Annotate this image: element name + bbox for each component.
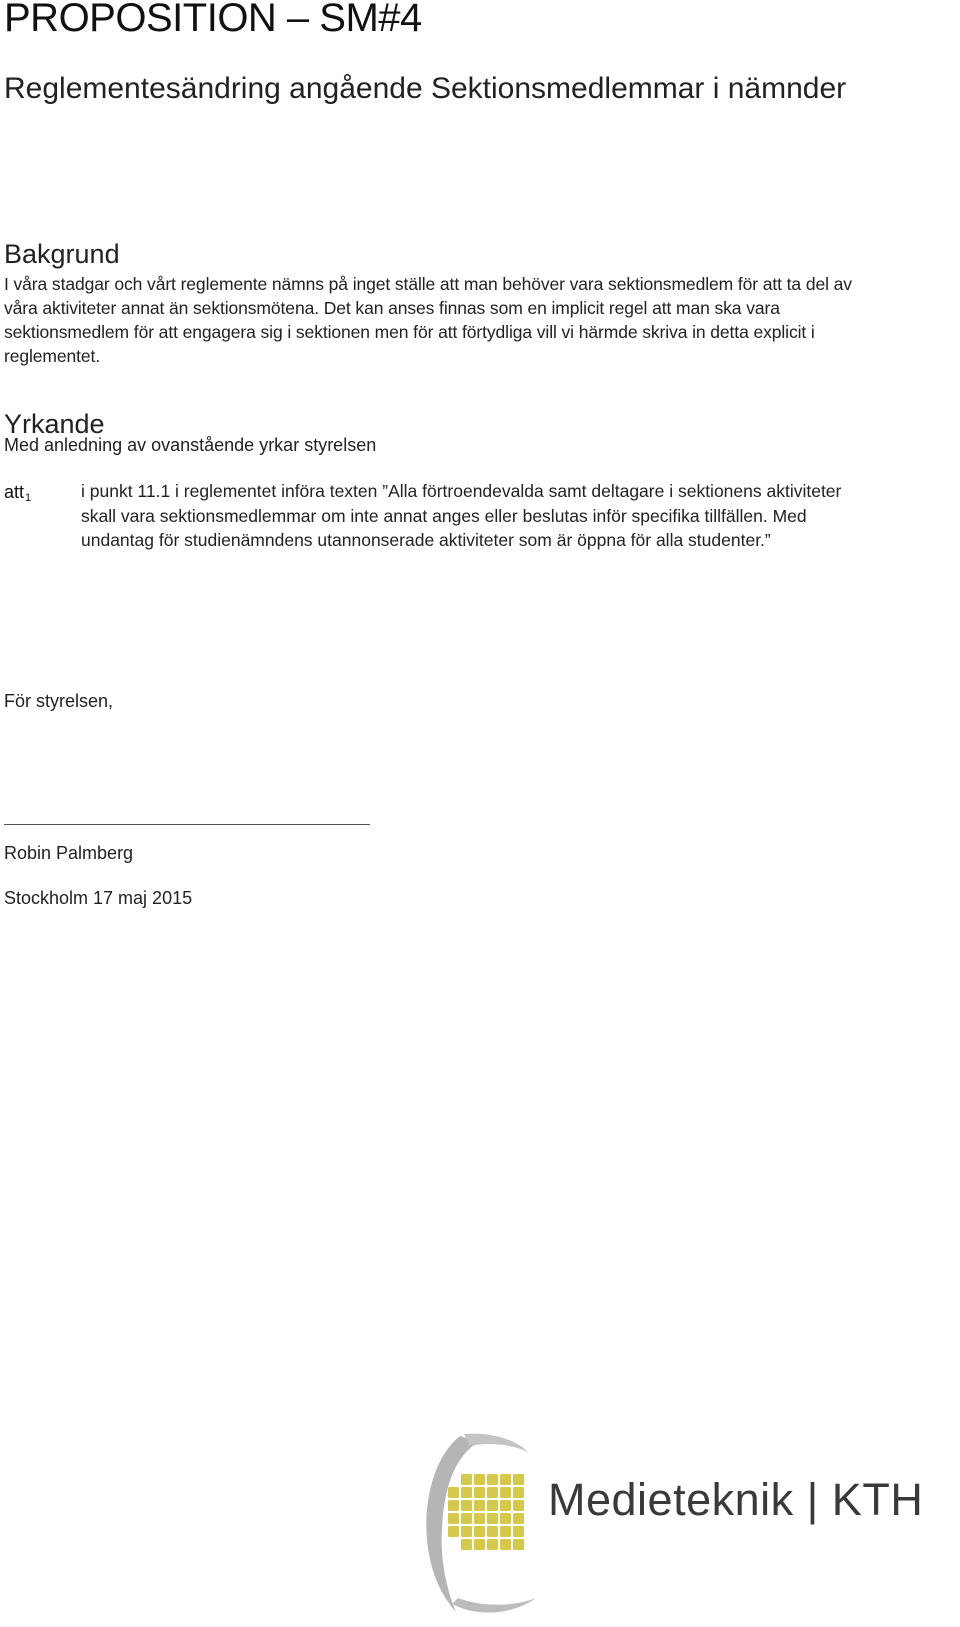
- logo-grid-cell: [461, 1526, 472, 1537]
- logo-grid-cell: [513, 1526, 524, 1537]
- clause-number: 1: [25, 492, 32, 504]
- logo-grid-cell: [487, 1474, 498, 1485]
- clause-keyword: att: [4, 482, 25, 502]
- signature-line: [4, 824, 370, 825]
- logo-grid-cell: [461, 1474, 472, 1485]
- logo-grid-cell: [448, 1513, 459, 1524]
- logo-grid-cell: [448, 1500, 459, 1511]
- logo-grid-cell: [487, 1513, 498, 1524]
- logo-grid-cell: [461, 1539, 472, 1550]
- logo-grid-cell: [448, 1487, 459, 1498]
- motion-heading: Yrkande: [4, 409, 105, 439]
- logo-grid-cell: [513, 1474, 524, 1485]
- logo-grid-cell: [474, 1487, 485, 1498]
- logo-grid-cell: [474, 1474, 485, 1485]
- logo-grid-cell: [500, 1474, 511, 1485]
- logo-grid-cell: [461, 1513, 472, 1524]
- logo-grid-cell: [487, 1500, 498, 1511]
- document-title: PROPOSITION – SM#4: [4, 0, 422, 40]
- logo-grid-cell: [513, 1500, 524, 1511]
- closing-text: För styrelsen,: [4, 691, 114, 711]
- logo-grid-cell: [500, 1513, 511, 1524]
- signer-name: Robin Palmberg: [4, 843, 134, 863]
- logo-grid-cell: [487, 1487, 498, 1498]
- background-paragraph: I våra stadgar och vårt reglemente nämns på inget ställe att man behöver vara sektionsmedlem för att ta del av våra aktiviteter annat än sektionsmötena. Det kan anses finnas som en implicit regel att man ska vara sektionsmedlem för att engagera sig i sektionen men för att förtydliga vill vi härmde skriva in detta explicit i reglementet.: [4, 274, 852, 366]
- logo-grid-cell: [500, 1487, 511, 1498]
- logo-grid-cell: [474, 1539, 485, 1550]
- logo-text: Medieteknik | KTH: [548, 1474, 924, 1525]
- logo-grid-cell: [448, 1526, 459, 1537]
- medieteknik-grid-logo-icon: [418, 1428, 548, 1618]
- document-subtitle: Reglementesändring angående Sektionsmedlemmar i nämnder: [4, 72, 847, 105]
- medieteknik-kth-logo: [418, 1428, 938, 1618]
- logo-grid-cell: [461, 1500, 472, 1511]
- logo-grid-cell: [500, 1500, 511, 1511]
- logo-grid-cell: [474, 1500, 485, 1511]
- logo-grid-cell: [500, 1539, 511, 1550]
- motion-clause-label: [4, 479, 31, 511]
- logo-grid-cell: [474, 1513, 485, 1524]
- logo-grid-cell: [513, 1539, 524, 1550]
- motion-clause-text: i punkt 11.1 i reglementet införa texten ”Alla förtroendevalda samt deltagare i sektionens aktiviteter skall vara sektionsmedlemmar om inte annat anges eller beslutas inför specifika tillfällen. Med undantag för studienämndens utannonserade aktiviteter som är öppna för alla studenter.”: [81, 481, 842, 550]
- logo-grid-cell: [474, 1526, 485, 1537]
- logo-grid-cell: [513, 1487, 524, 1498]
- place-date: Stockholm 17 maj 2015: [4, 888, 193, 908]
- background-heading: Bakgrund: [4, 239, 120, 269]
- logo-grid-cell: [487, 1539, 498, 1550]
- logo-grid-cell: [487, 1526, 498, 1537]
- logo-grid-cell: [513, 1513, 524, 1524]
- logo-grid-cell: [461, 1487, 472, 1498]
- motion-intro: Med anledning av ovanstående yrkar styrelsen: [4, 435, 377, 455]
- logo-grid-cell: [500, 1526, 511, 1537]
